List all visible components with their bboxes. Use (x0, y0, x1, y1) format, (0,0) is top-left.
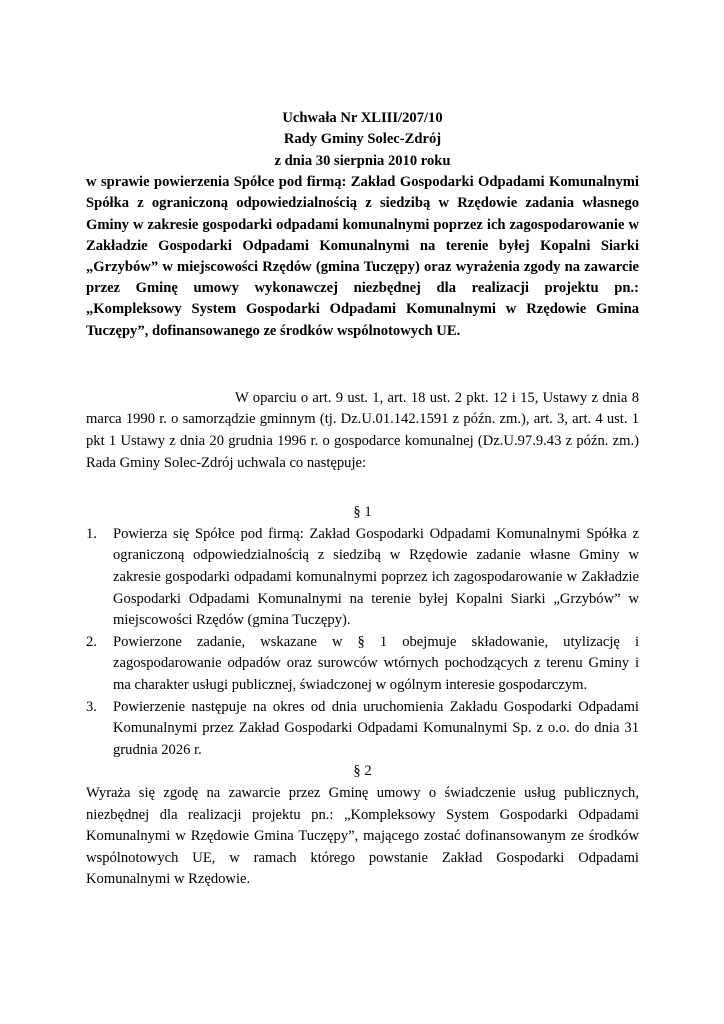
point-number: 3. (86, 698, 97, 715)
document-page (86, 108, 639, 891)
section-2-mark: § 2 (353, 763, 372, 780)
resolution-subject: w sprawie powierzenia Spółce pod firmą: Zakład Gospodarki Odpadami Komunalnymi Spółka z ograniczoną odpowiedzialnością z siedzibą w Rzędowie zadania własnego Gminy w zakresie gospodarki odpadami komunalnymi poprzez ich zagospodarowanie w Zakładzie Gospodarki Odpadami Komunalnymi na terenie byłej Kopalni Siarki „Grzybów” w miejscowości Rzędów (gmina Tuczępy) oraz wyrażenia zgody na zawarcie przez Gminę umowy wykonawczej niezbędnej dla realizacji projektu pn.: „Kompleksowy System Gospodarki Odpadami Komunalnymi w Rzędowie Gmina Tuczępy”, dofinansowanego ze środków wspólnotowych UE. (86, 174, 639, 339)
section-1-point (86, 632, 639, 697)
resolution-title: Uchwała Nr XLIII/207/10 (282, 110, 443, 126)
section-1-point (86, 524, 639, 632)
section-2-text: Wyraża się zgodę na zawarcie przez Gminę umowy o świadczenie usług publicznych, niezbędnej dla realizacji projektu pn.: „Kompleksowy System Gospodarki Odpadami Komunalnymi w Rzędowie Gmina Tuczępy”, mającego zostać dofinansowanym ze środków wspólnotowych UE, w ramach którego powstanie Zakład Gospodarki Odpadami Komunalnymi w Rzędowie. (86, 784, 639, 888)
point-text: Powierza się Spółce pod firmą: Zakład Gospodarki Odpadami Komunalnymi Spółka z ograniczoną odpowiedzialnością z siedzibą w Rzędowie zadanie własne Gminy w zakresie gospodarki odpadami komunalnymi poprzez ich zagospodarowanie w Zakładzie Gospodarki Odpadami Komunalnymi na terenie byłej Kopalni Siarki „Grzybów” w miejscowości Rzędów (gmina Tuczępy). (113, 525, 639, 629)
council-name: Rady Gminy Solec-Zdrój (283, 131, 442, 148)
point-text: Powierzone zadanie, wskazane w § 1 obejmuje składowanie, utylizację i zagospodarowanie odpadów oraz surowców wtórnych pochodzących z terenu Gminy i ma charakter usługi publicznej, świadczonej w ogólnym interesie gospodarczym. (113, 633, 639, 693)
point-text: Powierzenie następuje na okres od dnia uruchomienia Zakładu Gospodarki Odpadami Komunalnymi przez Zakład Gospodarki Odpadami Komunalnymi Sp. z o.o. do dnia 31 grudnia 2026 r. (113, 698, 639, 758)
section-1-mark: § 1 (353, 504, 372, 521)
legal-basis-preamble: W oparciu o art. 9 ust. 1, art. 18 ust. 2 pkt. 12 i 15, Ustawy z dnia 8 marca 1990 r. o samorządzie gminnym (tj. Dz.U.01.142.1591 z późn. zm.), art. 3, art. 4 ust. 1 pkt 1 Ustawy z dnia 20 grudnia 1996 r. o gospodarce komunalnej (Dz.U.97.9.43 z późn. zm.) Rada Gminy Solec-Zdrój uchwala co następuje: (86, 389, 639, 471)
point-number: 1. (86, 525, 97, 542)
point-number: 2. (86, 633, 97, 650)
section-1-points (86, 524, 639, 762)
section-1-point (86, 697, 639, 762)
resolution-date: z dnia 30 sierpnia 2010 roku (274, 152, 451, 169)
